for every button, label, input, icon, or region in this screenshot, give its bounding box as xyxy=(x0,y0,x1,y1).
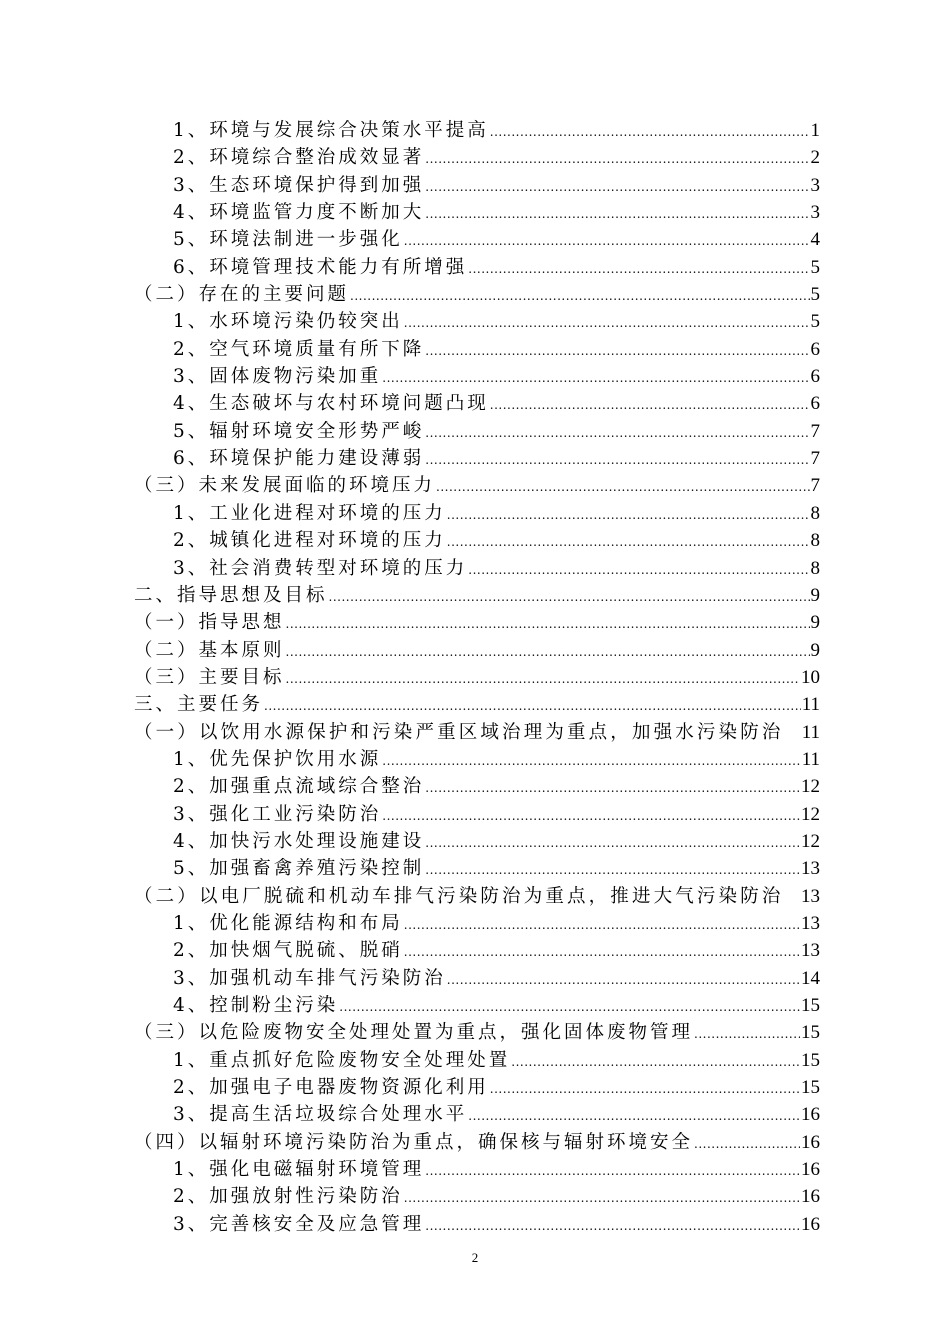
toc-entry-page: 8 xyxy=(810,530,820,552)
toc-leader-dots xyxy=(382,754,800,768)
toc-entry-page: 12 xyxy=(801,803,820,825)
toc-leader-dots xyxy=(468,1109,800,1123)
toc-entry[interactable] xyxy=(134,663,820,690)
toc-leader-dots xyxy=(447,973,800,987)
toc-entry-page: 3 xyxy=(810,174,820,196)
toc-entry[interactable] xyxy=(134,936,820,963)
toc-leader-dots xyxy=(468,563,809,577)
toc-entry[interactable] xyxy=(134,417,820,444)
toc-entry-title: 5、辐射环境安全形势严峻 xyxy=(173,420,425,442)
toc-entry[interactable] xyxy=(134,335,820,362)
toc-entry[interactable] xyxy=(134,1100,820,1127)
toc-entry-page: 2 xyxy=(810,147,820,169)
toc-entry[interactable] xyxy=(134,1073,820,1100)
toc-entry[interactable] xyxy=(134,636,820,663)
toc-leader-dots xyxy=(425,863,800,877)
toc-entry-page: 15 xyxy=(801,995,820,1016)
toc-entry-title: 2、加强重点流域综合整治 xyxy=(173,776,425,798)
toc-leader-dots xyxy=(404,945,800,959)
toc-entry[interactable] xyxy=(134,225,820,252)
toc-entry[interactable] xyxy=(134,1128,820,1155)
toc-entry-page: 6 xyxy=(810,366,820,388)
toc-entry-page: 8 xyxy=(810,557,820,579)
toc-entry-title: （二）存在的主要问题 xyxy=(134,284,350,306)
toc-entry-page: 12 xyxy=(801,776,820,798)
toc-entry-title: 3、强化工业污染防治 xyxy=(173,803,382,825)
toc-entry-title: 1、工业化进程对环境的压力 xyxy=(173,502,446,524)
toc-entry-page: 12 xyxy=(801,830,820,852)
toc-entry-title: 2、环境综合整治成效显著 xyxy=(173,147,425,169)
toc-entry[interactable] xyxy=(134,116,820,143)
toc-leader-dots xyxy=(490,125,810,139)
toc-entry[interactable] xyxy=(134,964,820,991)
toc-entry-page: 11 xyxy=(801,721,820,743)
toc-entry[interactable] xyxy=(134,198,820,225)
toc-entry-page: 16 xyxy=(801,1186,820,1208)
toc-entry-title: 4、控制粉尘污染 xyxy=(173,995,339,1016)
toc-entry[interactable] xyxy=(134,690,820,717)
toc-entry-page: 7 xyxy=(810,420,820,442)
toc-leader-dots xyxy=(286,617,810,631)
toc-entry-page: 7 xyxy=(810,475,820,497)
table-of-contents xyxy=(134,116,820,1237)
toc-leader-dots xyxy=(425,1219,800,1233)
toc-entry-page: 11 xyxy=(801,694,820,716)
toc-entry[interactable] xyxy=(134,253,820,280)
toc-entry[interactable] xyxy=(134,526,820,553)
toc-entry[interactable] xyxy=(134,608,820,635)
toc-entry[interactable] xyxy=(134,1046,820,1073)
toc-entry[interactable] xyxy=(134,800,820,827)
toc-entry-page: 13 xyxy=(801,940,820,962)
page-number: 2 xyxy=(471,1250,479,1265)
toc-entry-page: 16 xyxy=(801,1159,820,1181)
toc-leader-dots xyxy=(694,1027,800,1041)
toc-entry-page: 15 xyxy=(801,1077,820,1099)
toc-leader-dots xyxy=(511,1055,800,1069)
toc-entry-title: 2、加强电子电器废物资源化利用 xyxy=(173,1077,489,1099)
toc-leader-dots xyxy=(286,672,800,686)
toc-entry-page: 7 xyxy=(810,448,820,470)
toc-leader-dots xyxy=(490,398,810,412)
toc-entry-page: 8 xyxy=(810,502,820,524)
toc-entry-title: （一）以饮用水源保护和污染严重区域治理为重点，加强水污染防治 xyxy=(134,721,784,743)
toc-entry[interactable] xyxy=(134,1182,820,1209)
toc-entry[interactable] xyxy=(134,1018,820,1045)
toc-entry-page: 16 xyxy=(801,1131,820,1153)
toc-leader-dots xyxy=(425,207,809,221)
toc-entry-title: 6、环境保护能力建设薄弱 xyxy=(173,448,425,470)
toc-entry-page: 5 xyxy=(810,256,820,278)
toc-entry-title: 1、重点抓好危险废物安全处理处置 xyxy=(173,1049,511,1071)
toc-entry-page: 5 xyxy=(810,284,820,306)
toc-entry-title: （一）指导思想 xyxy=(134,612,285,634)
toc-entry-title: （三）主要目标 xyxy=(134,666,285,688)
toc-entry-page: 15 xyxy=(801,1049,820,1071)
toc-entry-page: 6 xyxy=(810,393,820,415)
toc-leader-dots xyxy=(404,918,800,932)
toc-entry-page: 13 xyxy=(801,912,820,934)
toc-entry-title: 二、指导思想及目标 xyxy=(134,584,328,606)
toc-entry[interactable] xyxy=(134,362,820,389)
toc-entry[interactable] xyxy=(134,854,820,881)
toc-entry-page: 13 xyxy=(801,858,820,880)
toc-entry-title: 6、环境管理技术能力有所增强 xyxy=(173,256,468,278)
toc-entry[interactable] xyxy=(134,389,820,416)
toc-entry-title: 3、固体废物污染加重 xyxy=(173,366,382,388)
toc-entry-title: 2、加快烟气脱硫、脱硝 xyxy=(173,940,403,962)
toc-entry[interactable] xyxy=(134,499,820,526)
toc-entry-page: 9 xyxy=(810,584,820,606)
toc-entry[interactable] xyxy=(134,718,820,745)
toc-leader-dots xyxy=(404,1191,800,1205)
toc-leader-dots xyxy=(490,1082,800,1096)
toc-leader-dots xyxy=(425,426,809,440)
toc-entry-page: 14 xyxy=(801,967,820,989)
toc-entry-title: 1、强化电磁辐射环境管理 xyxy=(173,1159,425,1181)
toc-entry-page: 3 xyxy=(810,202,820,224)
toc-leader-dots xyxy=(468,262,809,276)
toc-entry-page: 11 xyxy=(801,748,820,770)
toc-leader-dots xyxy=(339,1000,800,1014)
toc-entry-title: 5、环境法制进一步强化 xyxy=(173,229,403,251)
toc-entry[interactable] xyxy=(134,444,820,471)
toc-leader-dots xyxy=(447,535,810,549)
toc-entry-title: 4、生态破坏与农村环境问题凸现 xyxy=(173,393,489,415)
toc-entry-title: （二）基本原则 xyxy=(134,639,285,661)
toc-entry[interactable] xyxy=(134,307,820,334)
toc-entry-title: 5、加强畜禽养殖污染控制 xyxy=(173,858,425,880)
toc-leader-dots xyxy=(425,836,800,850)
toc-entry-title: （四）以辐射环境污染防治为重点，确保核与辐射环境安全 xyxy=(134,1131,694,1153)
toc-entry[interactable] xyxy=(134,554,820,581)
toc-leader-dots xyxy=(404,234,810,248)
toc-leader-dots xyxy=(425,344,809,358)
toc-entry-page: 9 xyxy=(810,612,820,634)
toc-leader-dots xyxy=(350,289,809,303)
toc-entry-title: 1、环境与发展综合决策水平提高 xyxy=(173,120,489,141)
toc-entry[interactable] xyxy=(134,1155,820,1182)
toc-entry-page: 9 xyxy=(810,639,820,661)
toc-entry-page: 1 xyxy=(810,120,820,141)
toc-leader-dots xyxy=(425,152,809,166)
toc-entry-title: 3、生态环境保护得到加强 xyxy=(173,174,425,196)
toc-entry[interactable] xyxy=(134,882,820,909)
toc-leader-dots xyxy=(436,480,809,494)
toc-entry-page: 16 xyxy=(801,1104,820,1126)
toc-entry[interactable] xyxy=(134,909,820,936)
toc-leader-dots xyxy=(425,453,809,467)
toc-entry-title: （二）以电厂脱硫和机动车排气污染防治为重点，推进大气污染防治 xyxy=(134,885,784,907)
toc-leader-dots xyxy=(382,371,809,385)
toc-entry-title: （三）以危险废物安全处理处置为重点，强化固体废物管理 xyxy=(134,1022,694,1044)
toc-entry-page: 13 xyxy=(801,885,820,907)
toc-leader-dots xyxy=(286,645,810,659)
toc-leader-dots xyxy=(447,508,810,522)
toc-entry-title: 1、优化能源结构和布局 xyxy=(173,912,403,934)
toc-entry-title: 1、优先保护饮用水源 xyxy=(173,748,382,770)
toc-entry[interactable] xyxy=(134,745,820,772)
toc-entry[interactable] xyxy=(134,471,820,498)
toc-entry-page: 15 xyxy=(801,1022,820,1044)
toc-leader-dots xyxy=(404,316,810,330)
toc-leader-dots xyxy=(425,781,800,795)
toc-entry-title: 3、加强机动车排气污染防治 xyxy=(173,967,446,989)
toc-entry[interactable] xyxy=(134,143,820,170)
toc-entry-page: 10 xyxy=(801,666,820,688)
toc-leader-dots xyxy=(264,699,801,713)
toc-entry-page: 5 xyxy=(810,311,820,333)
toc-leader-dots xyxy=(425,180,809,194)
toc-entry-page: 16 xyxy=(801,1213,820,1235)
toc-entry[interactable] xyxy=(134,827,820,854)
toc-entry[interactable] xyxy=(134,280,820,307)
toc-leader-dots xyxy=(425,1164,800,1178)
toc-entry-page: 6 xyxy=(810,338,820,360)
toc-entry[interactable] xyxy=(134,581,820,608)
toc-entry-title: 2、加强放射性污染防治 xyxy=(173,1186,403,1208)
toc-entry-title: （三）未来发展面临的环境压力 xyxy=(134,475,436,497)
toc-leader-dots xyxy=(382,809,800,823)
toc-entry-title: 4、环境监管力度不断加大 xyxy=(173,202,425,224)
toc-entry-title: 3、提高生活垃圾综合处理水平 xyxy=(173,1104,468,1126)
toc-entry[interactable] xyxy=(134,772,820,799)
toc-entry-title: 2、城镇化进程对环境的压力 xyxy=(173,530,446,552)
toc-entry-page: 4 xyxy=(810,229,820,251)
toc-entry[interactable] xyxy=(134,1210,820,1237)
toc-entry-title: 3、完善核安全及应急管理 xyxy=(173,1213,425,1235)
toc-leader-dots xyxy=(329,590,810,604)
toc-entry-title: 2、空气环境质量有所下降 xyxy=(173,338,425,360)
toc-entry-title: 4、加快污水处理设施建设 xyxy=(173,830,425,852)
toc-entry-title: 3、社会消费转型对环境的压力 xyxy=(173,557,468,579)
toc-entry-title: 三、主要任务 xyxy=(134,694,264,716)
toc-entry[interactable] xyxy=(134,171,820,198)
toc-leader-dots xyxy=(694,1137,800,1151)
toc-entry[interactable] xyxy=(134,991,820,1018)
toc-entry-title: 1、水环境污染仍较突出 xyxy=(173,311,403,333)
